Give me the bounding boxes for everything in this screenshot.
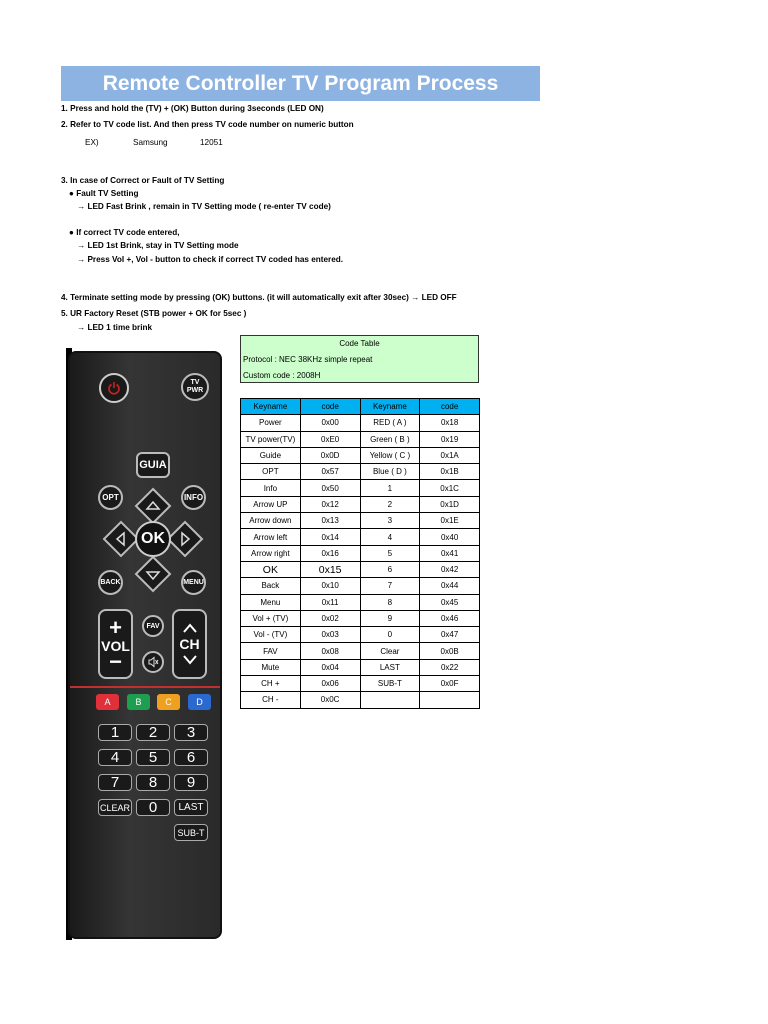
header-code: code <box>300 399 360 415</box>
keyname-cell: SUB-T <box>360 676 420 692</box>
code-cell: 0x1B <box>420 464 480 480</box>
code-cell: 0x1D <box>420 496 480 512</box>
protocol-text: Protocol : NEC 38KHz simple repeat <box>243 355 373 364</box>
keyname-cell: Power <box>241 415 301 431</box>
keyname-cell: Vol - (TV) <box>241 627 301 643</box>
num-6-button: 6 <box>174 749 208 766</box>
keyname-cell: Arrow left <box>241 529 301 545</box>
menu-button: MENU <box>181 570 206 595</box>
keyname-cell: Green ( B ) <box>360 431 420 447</box>
correct-heading: ● If correct TV code entered, <box>69 228 180 237</box>
table-row <box>241 545 480 561</box>
table-row <box>241 692 480 708</box>
fav-button: FAV <box>142 615 164 637</box>
header-keyname: Keyname <box>360 399 420 415</box>
keyname-cell: 2 <box>360 496 420 512</box>
code-cell: 0x22 <box>420 659 480 675</box>
example-brand: Samsung <box>133 138 168 147</box>
keyname-cell: OK <box>241 561 301 577</box>
channel-rocker <box>172 609 207 679</box>
tv-power-button <box>181 373 209 401</box>
code-cell: 0x10 <box>300 578 360 594</box>
keyname-cell: TV power(TV) <box>241 431 301 447</box>
clear-button: CLEAR <box>98 799 132 816</box>
code-cell: 0x12 <box>300 496 360 512</box>
page-title: Remote Controller TV Program Process <box>61 66 540 101</box>
code-cell: 0x04 <box>300 659 360 675</box>
table-row <box>241 464 480 480</box>
code-cell: 0x06 <box>300 676 360 692</box>
code-cell: 0x40 <box>420 529 480 545</box>
keyname-cell: Arrow UP <box>241 496 301 512</box>
num-0-button: 0 <box>136 799 170 816</box>
subt-button: SUB-T <box>174 824 208 841</box>
num-9-button: 9 <box>174 774 208 791</box>
num-5-button: 5 <box>136 749 170 766</box>
table-row <box>241 529 480 545</box>
code-cell: 0x47 <box>420 627 480 643</box>
keyname-cell: 0 <box>360 627 420 643</box>
keyname-cell: 7 <box>360 578 420 594</box>
table-row <box>241 659 480 675</box>
fault-line: → LED Fast Brink , remain in TV Setting mode ( re-enter TV code) <box>77 202 331 211</box>
mute-icon <box>147 656 159 668</box>
power-button <box>99 373 129 403</box>
correct-line-1: → LED 1st Brink, stay in TV Setting mode <box>77 241 239 250</box>
step-3: 3. In case of Correct or Fault of TV Setting <box>61 176 225 185</box>
keyname-cell: Back <box>241 578 301 594</box>
keyname-cell: Clear <box>360 643 420 659</box>
key-code-table <box>240 398 480 709</box>
code-cell: 0x0C <box>300 692 360 708</box>
table-row <box>241 431 480 447</box>
table-row <box>241 447 480 463</box>
keyname-cell: 3 <box>360 513 420 529</box>
keyname-cell: LAST <box>360 659 420 675</box>
info-button: INFO <box>181 485 206 510</box>
correct-line-2: → Press Vol +, Vol - button to check if correct TV coded has entered. <box>77 255 344 264</box>
keyname-cell: 6 <box>360 561 420 577</box>
code-cell: 0x02 <box>300 610 360 626</box>
keyname-cell <box>360 692 420 708</box>
num-8-button: 8 <box>136 774 170 791</box>
num-2-button: 2 <box>136 724 170 741</box>
table-row <box>241 480 480 496</box>
num-4-button: 4 <box>98 749 132 766</box>
red-a-button: A <box>96 694 119 710</box>
table-row <box>241 578 480 594</box>
code-cell: 0x1E <box>420 513 480 529</box>
keyname-cell: CH + <box>241 676 301 692</box>
keyname-cell: 5 <box>360 545 420 561</box>
pwr-label: PWR <box>186 387 204 394</box>
keyname-cell: 1 <box>360 480 420 496</box>
step-1: 1. Press and hold the (TV) + (OK) Button during 3seconds (LED ON) <box>61 104 324 113</box>
table-row <box>241 496 480 512</box>
yellow-c-button: C <box>157 694 180 710</box>
keyname-cell: Vol + (TV) <box>241 610 301 626</box>
header-keyname: Keyname <box>241 399 301 415</box>
table-row <box>241 415 480 431</box>
table-row <box>241 627 480 643</box>
keyname-cell: Guide <box>241 447 301 463</box>
code-cell: 0x50 <box>300 480 360 496</box>
code-cell: 0x11 <box>300 594 360 610</box>
table-row <box>241 643 480 659</box>
code-cell <box>420 692 480 708</box>
volume-rocker <box>98 609 133 679</box>
keyname-cell: 4 <box>360 529 420 545</box>
keyname-cell: Yellow ( C ) <box>360 447 420 463</box>
code-cell: 0x16 <box>300 545 360 561</box>
num-7-button: 7 <box>98 774 132 791</box>
num-1-button: 1 <box>98 724 132 741</box>
table-row <box>241 513 480 529</box>
vol-label: VOL <box>101 638 130 654</box>
keyname-cell: Arrow right <box>241 545 301 561</box>
code-cell: 0x18 <box>420 415 480 431</box>
keyname-cell: 9 <box>360 610 420 626</box>
code-cell: 0x03 <box>300 627 360 643</box>
table-row <box>241 610 480 626</box>
mute-button <box>142 651 164 673</box>
code-cell: 0x1C <box>420 480 480 496</box>
tv-label: TV <box>190 379 200 386</box>
keyname-cell: Info <box>241 480 301 496</box>
table-header-row <box>241 399 480 415</box>
power-icon <box>107 381 121 395</box>
example-code: 12051 <box>200 138 223 147</box>
code-cell: 0x0D <box>300 447 360 463</box>
divider <box>70 686 220 688</box>
code-table-box <box>240 335 479 383</box>
example-label: EX) <box>85 138 99 147</box>
keyname-cell: 8 <box>360 594 420 610</box>
code-cell: 0x1A <box>420 447 480 463</box>
last-button: LAST <box>174 799 208 816</box>
code-cell: 0x45 <box>420 594 480 610</box>
ok-button: OK <box>141 530 165 547</box>
code-cell: 0x44 <box>420 578 480 594</box>
step-5: 5. UR Factory Reset (STB power + OK for 5sec ) <box>61 309 247 318</box>
custom-code-text: Custom code : 2008H <box>243 371 321 380</box>
chevron-down-icon <box>182 655 198 665</box>
step-2: 2. Refer to TV code list. And then press TV code number on numeric button <box>61 120 354 129</box>
keyname-cell: Arrow down <box>241 513 301 529</box>
code-cell: 0x15 <box>300 561 360 577</box>
code-table-title: Code Table <box>339 339 380 348</box>
table-row <box>241 561 480 577</box>
chevron-up-icon <box>182 623 198 633</box>
plus-icon: + <box>109 615 122 640</box>
keyname-cell: FAV <box>241 643 301 659</box>
green-b-button: B <box>127 694 150 710</box>
opt-button: OPT <box>98 485 123 510</box>
back-button: BACK <box>98 570 123 595</box>
fault-heading: ● Fault TV Setting <box>69 189 139 198</box>
code-cell: 0x08 <box>300 643 360 659</box>
keyname-cell: Mute <box>241 659 301 675</box>
ch-label: CH <box>179 636 200 652</box>
guia-button: GUIA <box>136 452 170 478</box>
blue-d-button: D <box>188 694 211 710</box>
keyname-cell: CH - <box>241 692 301 708</box>
step-5-line: → LED 1 time brink <box>77 323 153 332</box>
step-4: 4. Terminate setting mode by pressing (OK) buttons. (it will automatically exit after 30sec) → LED OFF <box>61 293 457 302</box>
code-cell: 0x14 <box>300 529 360 545</box>
code-cell: 0x42 <box>420 561 480 577</box>
code-cell: 0x41 <box>420 545 480 561</box>
table-row <box>241 594 480 610</box>
minus-icon: − <box>109 649 122 674</box>
code-cell: 0x46 <box>420 610 480 626</box>
keyname-cell: OPT <box>241 464 301 480</box>
code-cell: 0x0B <box>420 643 480 659</box>
header-code: code <box>420 399 480 415</box>
code-cell: 0x0F <box>420 676 480 692</box>
code-cell: 0x00 <box>300 415 360 431</box>
keyname-cell: Blue ( D ) <box>360 464 420 480</box>
table-row <box>241 676 480 692</box>
num-3-button: 3 <box>174 724 208 741</box>
code-cell: 0xE0 <box>300 431 360 447</box>
code-cell: 0x19 <box>420 431 480 447</box>
keyname-cell: Menu <box>241 594 301 610</box>
code-cell: 0x57 <box>300 464 360 480</box>
code-cell: 0x13 <box>300 513 360 529</box>
keyname-cell: RED ( A ) <box>360 415 420 431</box>
